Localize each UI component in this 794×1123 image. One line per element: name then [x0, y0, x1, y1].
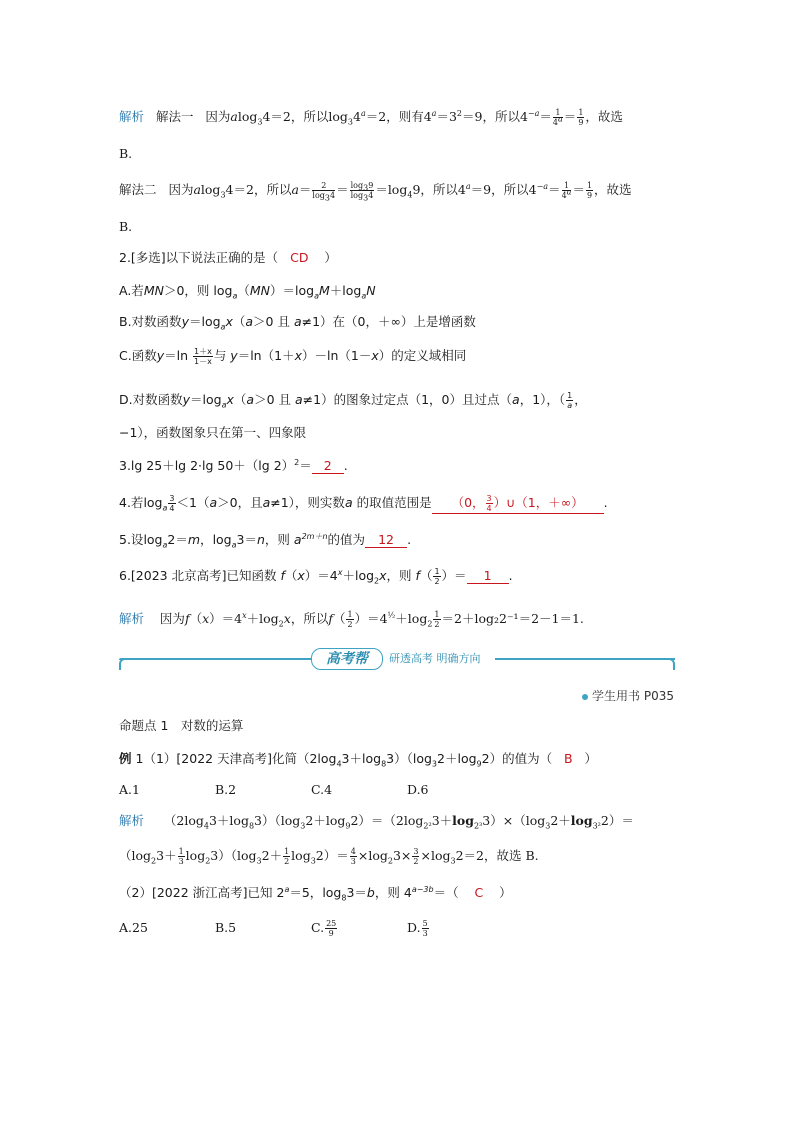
text: 的取值范围是	[356, 495, 432, 510]
choice-b-line-2: B.	[119, 219, 133, 234]
method2-label: 解法二	[119, 182, 157, 197]
option-c	[311, 919, 407, 938]
text: ，所以	[290, 611, 329, 626]
text: ＜1（	[176, 495, 210, 510]
text: （2）[2022 浙江高考]已知	[119, 885, 273, 900]
fraction: $\frac{5}{3}$	[422, 919, 428, 938]
analysis-label: 解析	[119, 611, 145, 626]
text: ＝2，故选 B.	[463, 848, 539, 863]
example-label: 例	[119, 751, 132, 766]
text: ，则	[386, 568, 412, 583]
solution-method-2: 解法二 因为alog$_3$4＝2，所以a＝ $\frac{2}{\log_34}$ ＝ $\frac{\log_39}{\log_34}$ $=\log_49$，所以$4^a=9$，所以$4^{-a}=$ $\frac{1}{4^a}$ ＝ $\frac{1}{9}$ ，故选	[119, 181, 632, 203]
text: 的定义域相同	[391, 348, 467, 363]
text: C.函数	[119, 348, 157, 363]
text: ）	[324, 250, 337, 265]
fraction: $\frac{3}{4}$	[486, 494, 492, 513]
fraction: $\frac{1}{2}$	[434, 610, 440, 629]
text: ，所以	[491, 182, 529, 197]
text: C.	[311, 920, 325, 935]
option-b: B.5	[215, 920, 237, 935]
answer-q5: 12	[365, 532, 407, 548]
option-b: B.2	[215, 782, 237, 797]
text: ）	[584, 751, 598, 766]
example-1-part-2: （2）[2022 浙江高考]已知 $2^a=5$，$\log_83=b$，则 $4^{a-3b}=$（ C ）	[119, 884, 512, 903]
text: D.	[407, 920, 421, 935]
example-1-options	[119, 781, 503, 799]
choice-b-line: B.	[119, 146, 133, 161]
question-2-option-b: B.对数函数$y=\log_ax(a>0$ 且 a≠1）在（0，＋∞）上是增函数	[119, 314, 476, 332]
fraction: $\frac{2}{\log_34}$	[312, 181, 336, 203]
question-3: 3.lg 25＋lg 2·lg 50＋（lg 2）$^2$＝ 2 .	[119, 457, 348, 473]
section-banner	[119, 648, 675, 670]
text: 4.若	[119, 495, 144, 510]
fraction: $\frac{1}{2}$	[347, 610, 353, 629]
fraction: $\frac{1}{2}$	[434, 567, 440, 586]
question-6-solution: 解析 因为$f(x)=4^x+\log_2x$，所以f（ $\frac{1}{2}$ ）$=4^{\frac{1}{2}}+\log_2$ $\frac{1}{2}$ ＝2＋log₂2⁻¹＝2－1＝1.	[119, 610, 584, 629]
text: ，则有	[386, 109, 424, 124]
banner-badge: 高考帮	[311, 648, 383, 670]
fraction: $\frac{\log_39}{\log_34}$	[350, 181, 374, 203]
text: 因为	[168, 182, 194, 197]
fraction: $\frac{25}{9}$	[326, 919, 337, 938]
question-6: 6.[2023 北京高考]已知函数 $f(x)=4^x+\log_2x$，则 f（ $\frac{1}{2}$ ）＝ 1 .	[119, 567, 513, 586]
text: ，故选	[585, 109, 623, 124]
solution-method-1: 解析 解法一 因为alog$_3$4＝2，所以$\log_34^a=2$，则有$4^a=3^2=9$，所以$4^{-a}=$ $\frac{1}{4^a}$ ＝ $\frac{1}{9}$ ，故选	[119, 108, 623, 127]
fraction: $\frac{1+x}{1-x}$	[193, 347, 212, 366]
text: ，所以	[420, 182, 458, 197]
text: ＞0，且	[217, 495, 263, 510]
text: ，所以	[290, 109, 329, 124]
text: ＝2＋log₂2⁻¹＝2－1＝1.	[441, 611, 584, 626]
text: 因为	[159, 611, 185, 626]
text: ，所以	[253, 182, 292, 197]
text: ＝	[299, 458, 312, 473]
text: 6.[2023 北京高考]已知函数	[119, 568, 277, 583]
text: ，故选	[594, 182, 632, 197]
text: ，所以	[482, 109, 520, 124]
option-d: D.6	[407, 782, 429, 797]
text: A.若	[119, 283, 144, 298]
text: 3.lg 25＋lg 2·lg 50＋（lg 2）	[119, 458, 295, 473]
text: ，则	[374, 885, 400, 900]
bullet-icon	[582, 694, 588, 700]
example-1-solution-line-1: 解析 $(2\log_43+\log_83)(\log_32+\log_92)=(2\log_{2^2}3+\log_{2^3}3)\times(\log_32+\log_{3^2}2)=$	[119, 813, 634, 831]
question-2-option-c: C.函数y＝ln $\frac{1+x}{1-x}$ 与 y＝ln（1＋x）－ln（1－x）的定义域相同	[119, 347, 467, 366]
text: 的值为（	[502, 751, 553, 766]
topic-heading: 命题点 1 对数的运算	[119, 718, 244, 733]
fraction: $\frac{1}{9}$	[586, 181, 593, 200]
fraction: $\frac{1}{4^a}$	[561, 181, 572, 200]
banner-left-rail	[119, 658, 311, 660]
question-2-option-d: D.对数函数$y=\log_ax(a>0$ 且 a≠1）的图象过定点（1，0）且过点（a，1），（ $\frac{1}{a}$ ，	[119, 391, 587, 410]
question-2-option-a: A.若MN＞0，则 $\log_a(MN)=\log_aM+\log_aN$	[119, 283, 376, 301]
text: 的值为	[327, 532, 366, 547]
question-4: 4.若$\log_a$ $\frac{3}{4}$ ＜1（a＞0，且a≠1），则实数a 的取值范围是 （0， $\frac{3}{4}$ ）∪（1，＋∞） .	[119, 494, 608, 513]
text: 上是增函数	[413, 314, 476, 329]
answer-ex1-2: C	[474, 885, 484, 900]
option-d	[407, 919, 503, 938]
banner-right-cap	[665, 658, 675, 670]
option-c: C.4	[311, 782, 333, 797]
method1-label: 解法一	[155, 109, 194, 124]
answer-ex1-1: B	[564, 751, 573, 766]
option-a: A.25	[119, 920, 148, 935]
text: ）	[499, 885, 512, 900]
text: ，则	[264, 532, 290, 547]
analysis-label: 解析	[119, 109, 145, 124]
text: （0，	[451, 495, 485, 510]
text: 5.设	[119, 532, 144, 547]
question-2-stem	[119, 249, 337, 267]
answer-q4	[432, 494, 604, 514]
fraction: $\frac{1}{4^a}$	[552, 108, 563, 127]
fraction: $\frac{1}{9}$	[578, 108, 584, 127]
text: D.对数函数	[119, 392, 183, 407]
text: 的图象过定点（1，0）且过点（	[333, 392, 513, 407]
question-2-option-d-cont: −1），函数图象只在第一、四象限	[119, 425, 307, 440]
text: ，	[200, 532, 213, 547]
fraction: $\frac{1}{3}$	[178, 847, 184, 866]
answer-q3: 2	[312, 458, 344, 474]
text: ≠1），则实数	[270, 495, 345, 510]
analysis-label: 解析	[119, 813, 145, 828]
text: 1（1）[2022 天津高考]化简（2log	[135, 751, 337, 766]
banner-slogan: 研透高考 明确方向	[389, 652, 481, 665]
answer-q6: 1	[467, 568, 509, 584]
text: ，则	[184, 283, 210, 298]
example-1-part-1: 例 1（1）[2022 天津高考]化简$(2\log_43+\log_83)(\log_32+\log_92)$的值为（ B ）	[119, 751, 598, 769]
example-1-options-2	[119, 919, 503, 938]
example-1-solution-line-2: （$\log_23+$ $\frac{1}{3}$ $\log_23)(\log_32+$ $\frac{1}{2}$ $\log_32)=$ $\frac{4}{3}$ $\times\log_23\times$ $\frac{3}{2}$ $\times\log_32=2$，故选 B.	[119, 847, 539, 866]
text: B.对数函数	[119, 314, 182, 329]
question-5: 5.设$\log_a2=m$，$\log_a3=n$，则 $a^{2m+n}$的值为 12 .	[119, 531, 412, 550]
option-a: A.1	[119, 782, 140, 797]
fraction: $\frac{4}{3}$	[350, 847, 356, 866]
fraction: $\frac{1}{2}$	[284, 847, 290, 866]
banner-right-rail	[495, 658, 675, 660]
text: 因为	[205, 109, 231, 124]
text: ，	[309, 885, 323, 900]
student-book-ref	[582, 687, 674, 704]
text: 2.[多选]以下说法正确的是（	[119, 250, 279, 265]
fraction: $\frac{1}{a}$	[567, 391, 573, 410]
fraction: $\frac{3}{2}$	[413, 847, 419, 866]
text: ）∪（1，＋∞）	[493, 495, 584, 510]
ref-text: 学生用书 P035	[592, 689, 674, 703]
answer-q2: CD	[290, 250, 309, 265]
fraction: $\frac{3}{4}$	[169, 494, 175, 513]
